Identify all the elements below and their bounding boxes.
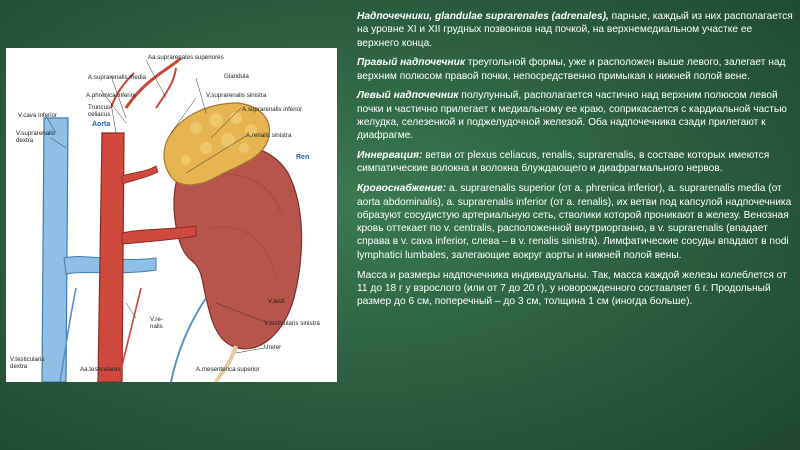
label-a-phrenica-inferior: A.phrenica inferior (86, 92, 137, 99)
term-nadpochechniki: Надпочечники, glandulae suprarenales (adrenales), (357, 11, 609, 22)
label-ren: Ren (296, 154, 310, 161)
label-v-testicularis-sinistra: V.testicularis sinistra (264, 320, 320, 327)
label-aa-testiculares: Aa.testiculares (80, 366, 121, 373)
text-block (357, 10, 793, 315)
vena-cava-shape (42, 118, 68, 382)
label-v-testicularis-dextra: V.testicularis dextra (10, 356, 45, 370)
paragraph-right-adrenal (357, 56, 793, 83)
paragraph-blood-supply (357, 182, 793, 262)
label-truncus-celiacus: Truncus celiacus (88, 104, 111, 118)
paragraph-mass-size-text: Масса и размеры надпочечника индивидуальны. Так, масса каждой железы колеблется от 11 до 18 г у взрослого (или от 7 до 20 г), у новорожденного составляет 6 г. Продольный размер до 6 см, поперечный – до 3 см, толщина 1 см (иногда больше). (357, 269, 787, 308)
label-v-renalis: V.re- nalis (150, 316, 163, 330)
paragraph-intro-text: парные, каждый из них располагается на уровне XI и XII грудных позвонков над почкой, на верхнемедиальном участке ее верхнего конца. (357, 11, 793, 49)
label-a-mesenterica-superior: A.mesenterica superior (196, 366, 260, 373)
term-innervation: Иннервация: (357, 150, 423, 162)
paragraph-blood-supply-text: a. suprarenalis superior (от a. phrenica inferior), a. suprarenalis media (от aorta abdominalis), a. suprarenalis inferior (от a. renalis), их ветви под капсулой надпочечника образуют сосудистую артериальную сеть, стволики которой проникают в железу. Венозная кровь оттекает по v. centralis, расположенной внутриорганно, в v. suprarenalis (впадает справа в v. cava inferior, слева – в v. renalis sinistra). Лимфатические сосуды впадают в nodi lymphatici lumbales, залегающие вокруг аорты и нижней полой вены. (357, 183, 792, 261)
label-aorta: Aorta (92, 121, 111, 128)
label-v-suprarenalis-dextra: V.suprarenalis dextra (16, 130, 55, 144)
label-a-suprarenalis-inferior: A.suprarenalis inferior (242, 106, 303, 113)
label-v-cava-inferior: V.cava inferior (18, 112, 57, 119)
term-right-adrenal: Правый надпочечник (357, 57, 466, 69)
anatomy-drawing (6, 48, 337, 382)
label-a-renalis-sinistra: A.renalis sinistra (246, 132, 292, 139)
paragraph-intro (357, 10, 793, 50)
label-v-suprarenalis-sinistra: V.suprarenalis sinistra (206, 92, 267, 99)
anatomy-illustration (6, 48, 337, 382)
aorta-shape (98, 133, 124, 382)
paragraph-innervation-text: ветви от plexus celiacus, renalis, suprarenalis, в составе которых имеются симпатические волокна и волокна блуждающего и диафрагмального нервов. (357, 150, 770, 175)
term-left-adrenal: Левый надпочечник (357, 90, 459, 102)
label-ureter: Ureter (264, 344, 282, 351)
label-a-suprarenalis-media: A.suprarenalis media (88, 74, 147, 81)
paragraph-right-adrenal-text: треугольной формы, уже и расположен выше левого, залегает над верхним полюсом правой почки, непосредственно примыкая к нижней полой вене. (357, 57, 786, 82)
label-glandula: Glandula (224, 73, 249, 80)
label-v-testicularis: V.testi (268, 298, 285, 305)
paragraph-left-adrenal-text: полулунный, располагается частично над верхним полюсом левой почки и частично прилегает к медиальному ее краю, соприкасается с кардиальной частью желудка, селезенкой и поджелудочной железой. Оба надпочечника сзади прилегают к диафрагме. (357, 90, 787, 142)
paragraph-mass-size (357, 269, 793, 309)
label-aa-suprarenales-superiores: Aa.suprarenales superiores (148, 54, 224, 61)
term-blood-supply: Кровоснабжение: (357, 183, 447, 195)
paragraph-innervation (357, 149, 793, 176)
paragraph-left-adrenal (357, 89, 793, 142)
